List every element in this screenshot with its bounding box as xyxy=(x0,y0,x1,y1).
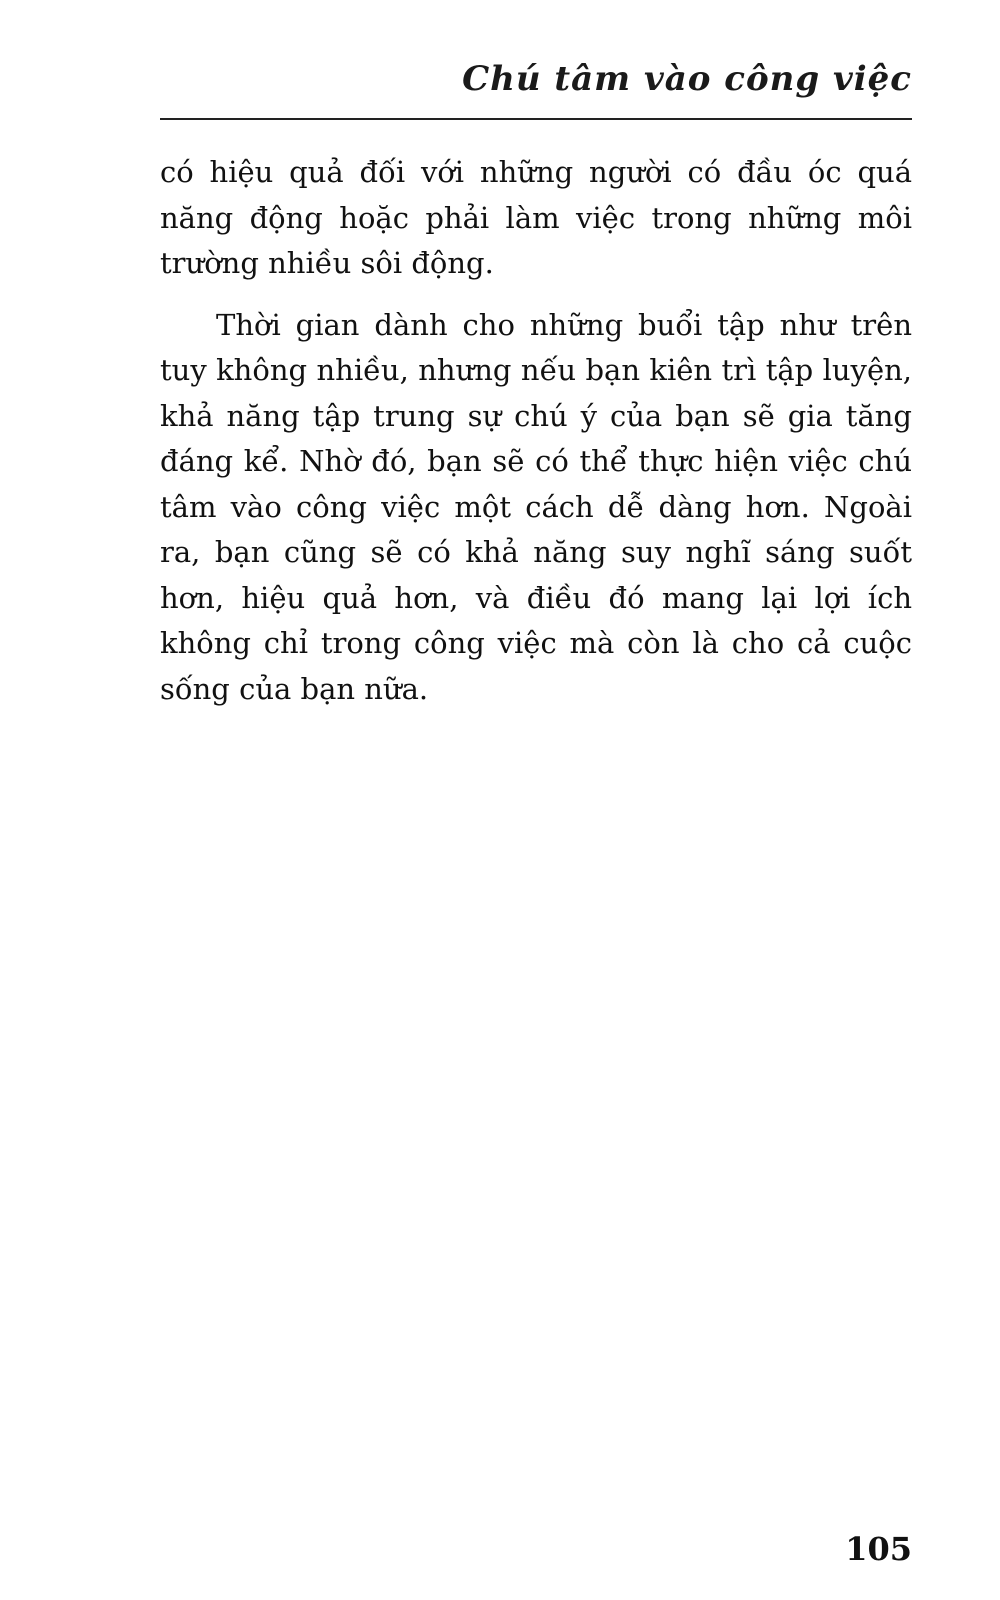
page-number: 105 xyxy=(845,1530,912,1568)
header-divider xyxy=(160,118,912,120)
body-text xyxy=(160,150,912,728)
running-header-title: Chú tâm vào công việc xyxy=(462,59,912,99)
paragraph-continuation: có hiệu quả đối với những người có đầu óc quá năng động hoặc phải làm việc trong những môi trường nhiều sôi động. xyxy=(160,155,912,280)
paragraph: Thời gian dành cho những buổi tập như trên tuy không nhiều, nhưng nếu bạn kiên trì tập luyện, khả năng tập trung sự chú ý của bạn sẽ gia tăng đáng kể. Nhờ đó, bạn sẽ có thể thực hiện việc chú tâm vào công việc một cách dễ dàng hơn. Ngoài ra, bạn cũng sẽ có khả năng suy nghĩ sáng suốt hơn, hiệu quả hơn, và điều đó mang lại lợi ích không chỉ trong công việc mà còn là cho cả cuộc sống của bạn nữa. xyxy=(160,307,912,706)
